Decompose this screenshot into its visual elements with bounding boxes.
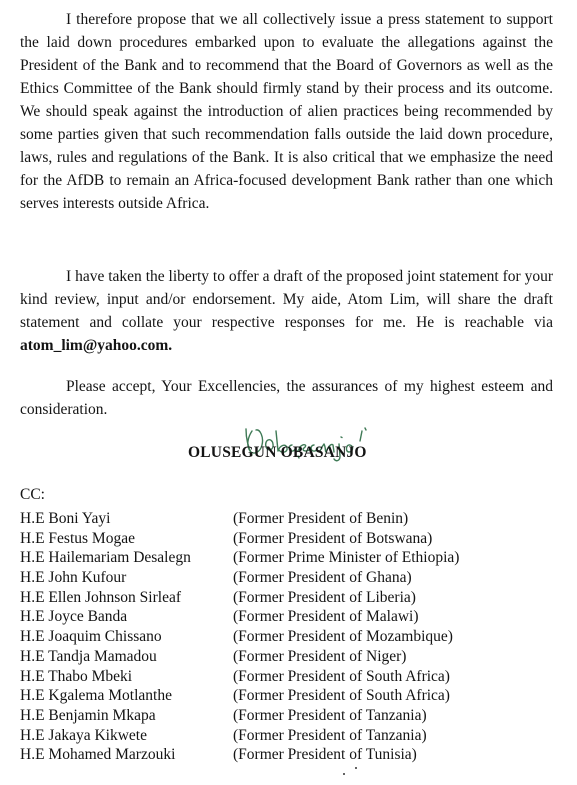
cc-recipient-name: H.E Hailemariam Desalegn bbox=[20, 549, 191, 567]
aide-email-link[interactable]: atom_lim@yahoo.com. bbox=[20, 337, 173, 354]
cc-recipient-name: H.E Thabo Mbeki bbox=[20, 667, 133, 685]
cc-recipient-row bbox=[20, 726, 560, 746]
paragraph-press-statement: I therefore propose that we all collectively issue a press statement to support the laid down procedures embarked upon to evaluate the allegations against the President of the Bank and to recommend that the Board of Governors as well as the Ethics Committee of the Bank should firmly stand by their process and its outcome. We should speak against the introduction of alien practices being recommended by some parties given that such recommendation falls outside the laid down procedure, laws, rules and regulations of the Bank. It is also critical that we emphasize the need for the AfDB to remain an Africa-focused development Bank rather than one which serves interests outside Africa. bbox=[20, 11, 553, 212]
signature-block bbox=[188, 425, 448, 485]
cc-recipient-role: (Former President of Tunisia) bbox=[233, 746, 417, 764]
cc-recipient-role: (Former President of Mozambique) bbox=[233, 628, 453, 646]
paragraph-draft-statement bbox=[20, 265, 553, 357]
cc-recipient-row bbox=[20, 745, 560, 765]
cc-recipient-name: H.E Joyce Banda bbox=[20, 608, 128, 626]
cc-recipient-role: (Former President of Tanzania) bbox=[233, 706, 427, 724]
cc-recipient-row bbox=[20, 568, 560, 588]
cc-recipient-name: H.E Benjamin Mkapa bbox=[20, 706, 156, 724]
cc-recipient-list bbox=[20, 509, 560, 765]
cc-recipient-row bbox=[20, 588, 560, 608]
cc-recipient-role: (Former Prime Minister of Ethiopia) bbox=[233, 549, 460, 567]
cc-recipient-role: (Former President of Niger) bbox=[233, 647, 407, 665]
cc-recipient-name: H.E Boni Yayi bbox=[20, 510, 111, 527]
cc-recipient-role: (Former President of Botswana) bbox=[233, 529, 433, 547]
cc-recipient-row bbox=[20, 548, 560, 568]
cc-recipient-name: H.E Ellen Johnson Sirleaf bbox=[20, 588, 182, 606]
cc-recipient-name: H.E Jakaya Kikwete bbox=[20, 726, 147, 744]
cc-recipient-name: H.E Mohamed Marzouki bbox=[20, 746, 176, 764]
cc-recipient-row bbox=[20, 607, 560, 627]
cc-recipient-row bbox=[20, 667, 560, 687]
speck-mark bbox=[343, 773, 345, 775]
cc-recipient-name: H.E Joaquim Chissano bbox=[20, 628, 162, 646]
cc-recipient-name: H.E Kgalema Motlanthe bbox=[20, 687, 172, 705]
cc-recipient-row bbox=[20, 529, 560, 549]
cc-label: CC: bbox=[20, 486, 45, 503]
cc-recipient-name: H.E Tandja Mamadou bbox=[20, 647, 157, 665]
cc-recipient-row bbox=[20, 509, 560, 529]
cc-recipient-name: H.E Festus Mogae bbox=[20, 529, 135, 547]
paragraph-closing: Please accept, Your Excellencies, the assurances of my highest esteem and consideration. bbox=[20, 378, 553, 418]
cc-recipient-role: (Former President of Benin) bbox=[233, 510, 409, 527]
cc-recipient-name: H.E John Kufour bbox=[20, 569, 127, 587]
cc-recipient-role: (Former President of South Africa) bbox=[233, 687, 450, 705]
cc-recipient-role: (Former President of Ghana) bbox=[233, 569, 412, 587]
signatory-name: OLUSEGUN OBASANJO bbox=[188, 444, 367, 461]
cc-recipient-role: (Former President of Tanzania) bbox=[233, 726, 427, 744]
paragraph-draft-statement-text: I have taken the liberty to offer a draft of the proposed joint statement for your kind review, input and/or endorsement. My aide, Atom Lim, will share the draft statement and collate your respective responses for me. He is reachable via bbox=[20, 268, 553, 331]
cc-recipient-row bbox=[20, 647, 560, 667]
cc-recipient-role: (Former President of Malawi) bbox=[233, 608, 419, 626]
cc-recipient-row bbox=[20, 706, 560, 726]
cc-recipient-role: (Former President of South Africa) bbox=[233, 667, 450, 685]
cc-recipient-row bbox=[20, 627, 560, 647]
speck-mark bbox=[355, 767, 357, 769]
cc-recipient-role: (Former President of Liberia) bbox=[233, 588, 416, 606]
cc-recipient-row bbox=[20, 686, 560, 706]
